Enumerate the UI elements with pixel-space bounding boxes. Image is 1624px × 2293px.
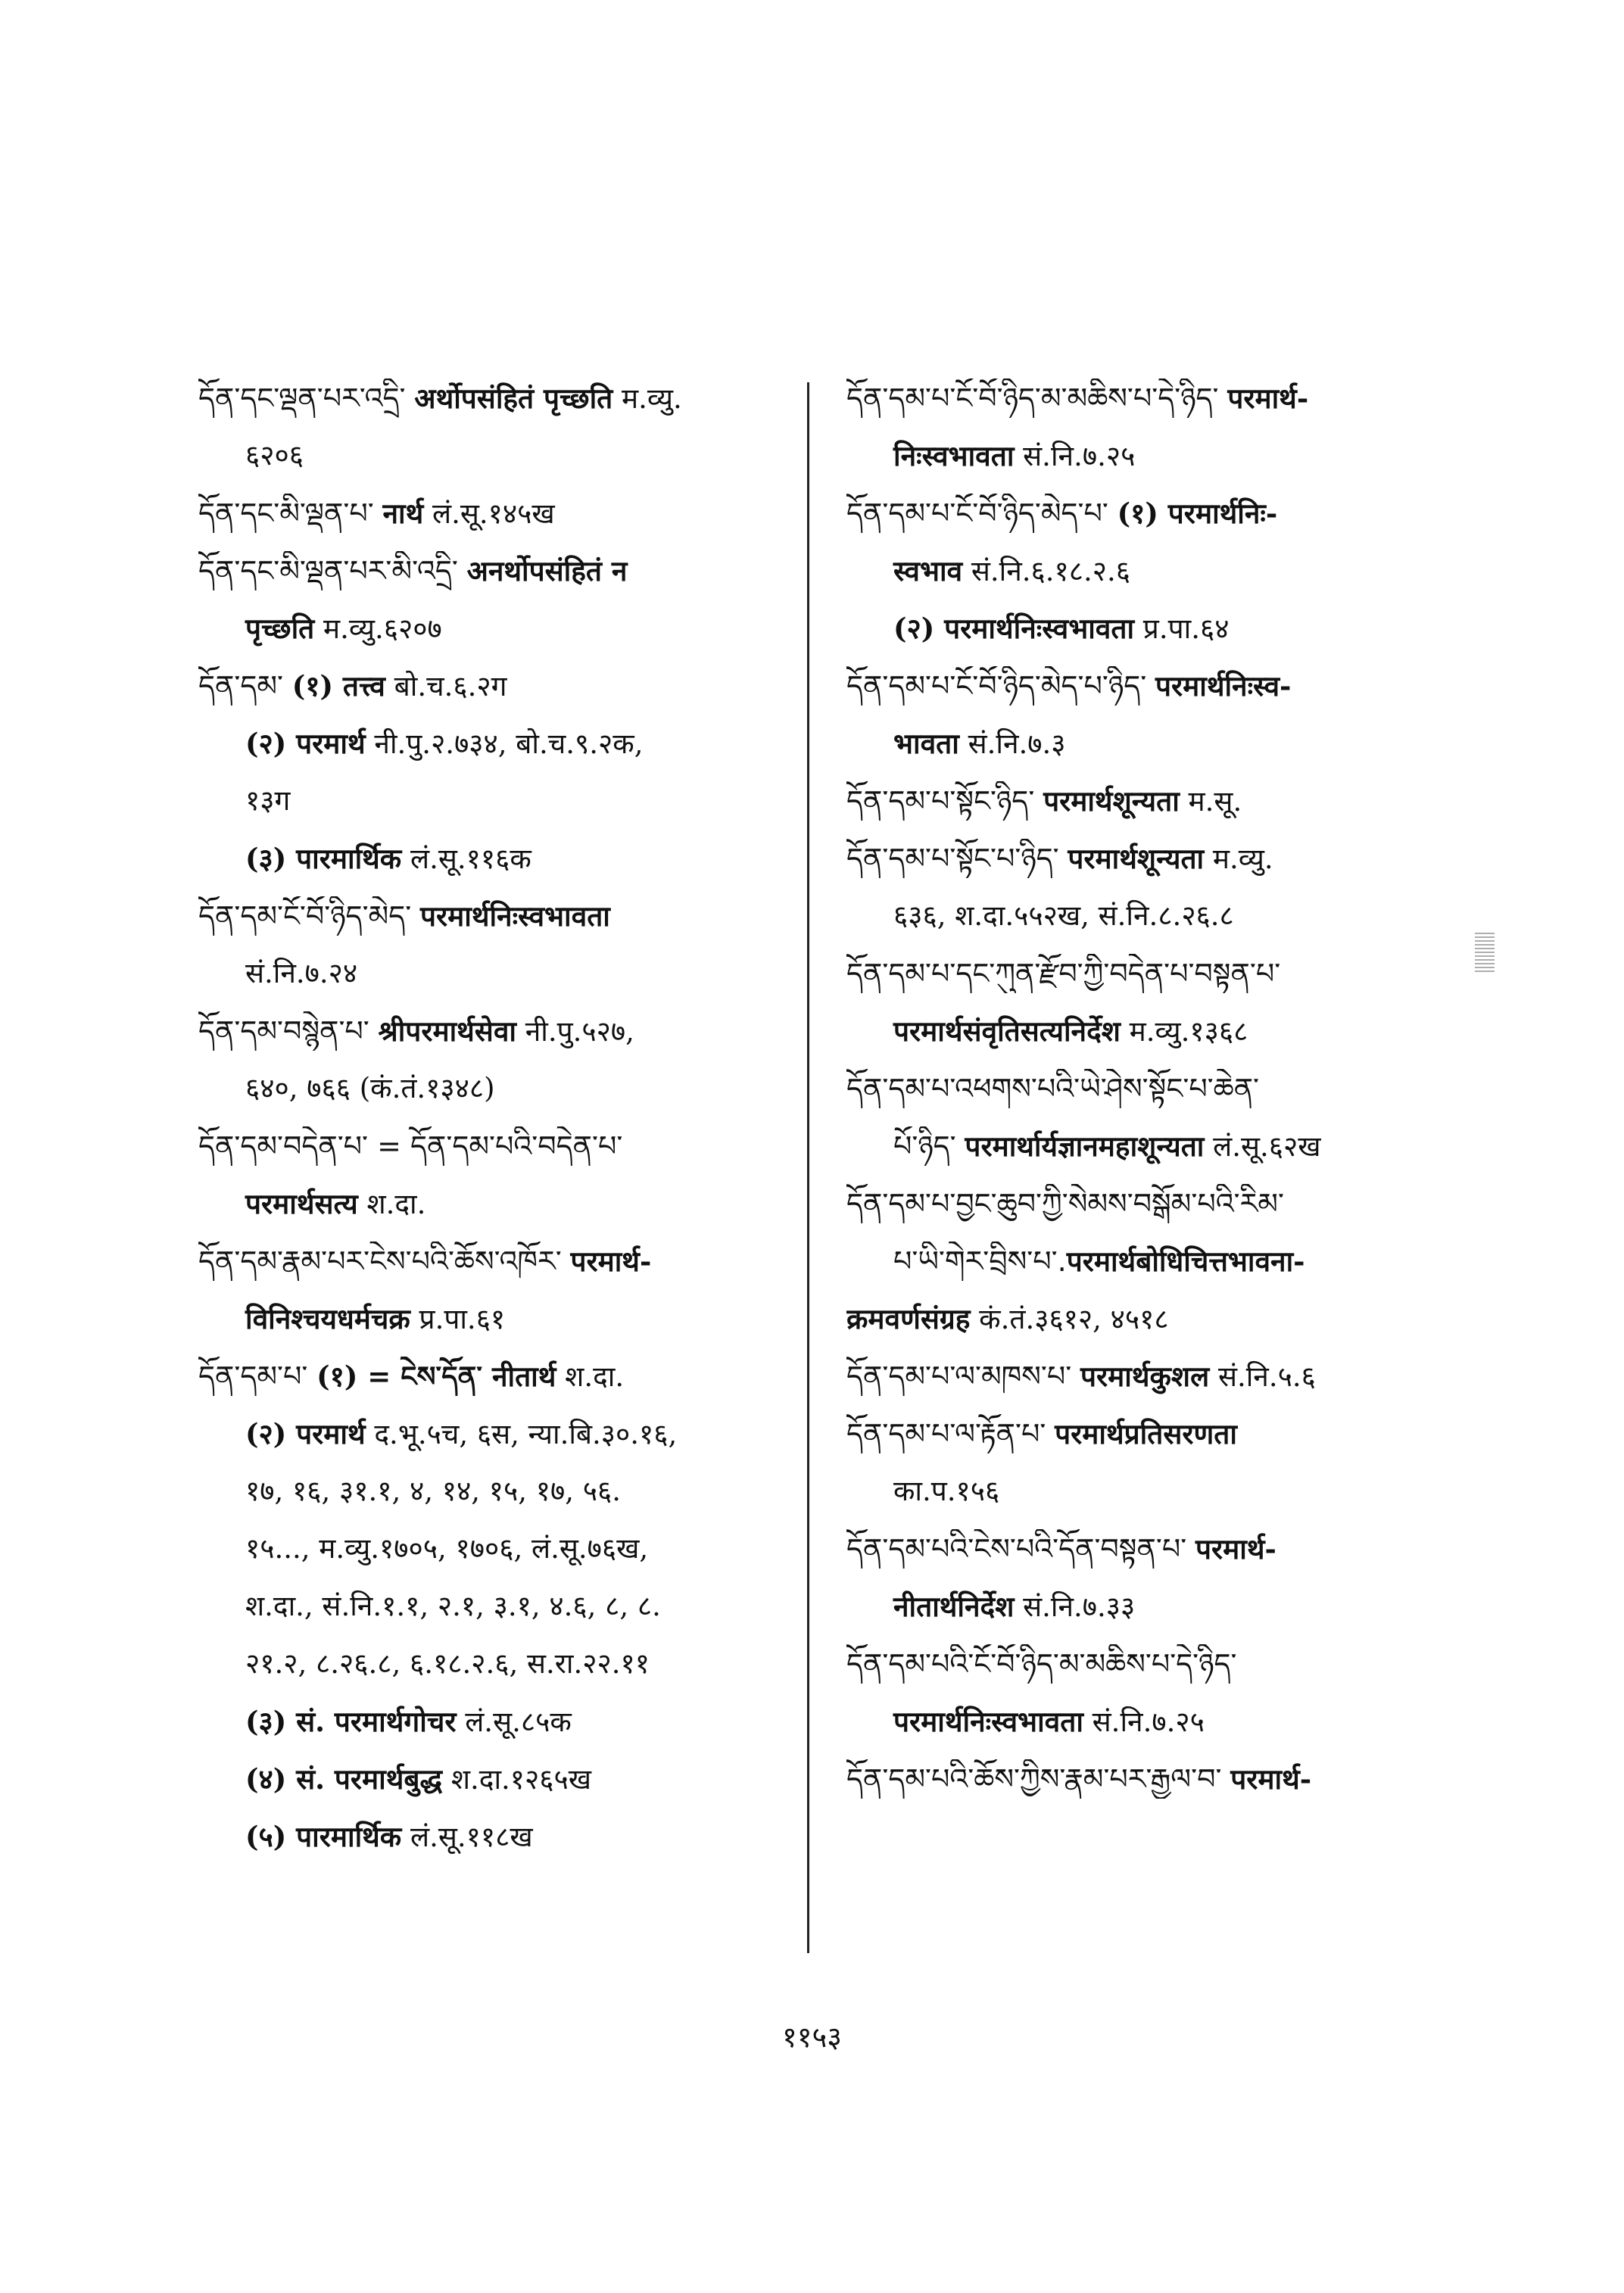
reference: सं.नि.७.३ — [968, 727, 1066, 760]
entry-line — [198, 436, 796, 475]
sanskrit-term: क्रमवर्णसंग्रह — [846, 1302, 971, 1335]
sanskrit-term: भावता — [893, 727, 959, 760]
sanskrit-term: श्रीपरमार्थसेवा — [378, 1014, 516, 1048]
entry-line — [846, 1472, 1452, 1511]
sanskrit-term: (१) परमार्थनिः- — [1117, 497, 1278, 530]
sanskrit-term: स्वभाव — [893, 554, 963, 587]
sanskrit-term: परमार्थनिःस्वभावता — [419, 899, 610, 933]
tibetan-headword: དོན་དམ་བསྙེན་པ་ — [198, 1014, 369, 1048]
reference: सं.नि.७.३३ — [1023, 1590, 1136, 1623]
sanskrit-term: (३) पारमार्थिक — [245, 842, 402, 875]
sanskrit-term: (२) परमार्थ — [245, 727, 366, 760]
sanskrit-term: परमार्थ- — [1227, 382, 1309, 415]
sanskrit-term: परमार्थशून्यता — [1068, 842, 1205, 875]
reference: नी.पु.५२७, — [525, 1015, 634, 1048]
sanskrit-term: पृच्छति — [245, 612, 315, 645]
reference: श.दा. — [366, 1188, 426, 1220]
entry-line — [846, 1242, 1452, 1281]
sanskrit-term: परमार्थप्रतिसरणता — [1055, 1417, 1237, 1450]
sanskrit-term: परमार्थार्यज्ञानमहाशून्यता — [965, 1129, 1205, 1163]
reference: सं.नि.५.६ — [1217, 1360, 1316, 1393]
sanskrit-term: (१) = ངེས་དོན་ नीतार्थ — [316, 1360, 556, 1393]
tibetan-headword: དོན་དམ་ངོ་བོ་ཉིད་མེད་ — [198, 899, 412, 933]
sanskrit-term: (२) परमार्थनिःस्वभावता — [893, 612, 1135, 645]
entry-line — [846, 1414, 1452, 1453]
entry-line — [198, 1702, 796, 1741]
sanskrit-term: परमार्थनिःस्वभावता — [893, 1705, 1083, 1738]
tibetan-headword: དོན་དམ་པའི་ངོ་བོ་ཉིད་མ་མཆིས་པ་དེ་ཉིད་ — [846, 1647, 1237, 1681]
sanskrit-term: (२) परमार्थ — [245, 1417, 366, 1450]
reference: लं.सू.११६क — [410, 843, 531, 875]
entry-line — [198, 1644, 796, 1684]
reference: १५..., म.व्यु.१७०५, १७०६, लं.सू.७६ख, — [245, 1532, 649, 1565]
reference: १३ग — [245, 784, 291, 817]
tibetan-headword: དོན་དང་ལྡན་པར་འདྲི་ — [198, 382, 406, 415]
entry-line — [198, 1069, 796, 1108]
entry-line — [198, 781, 796, 821]
tibetan-headword: དོན་དམ་ — [198, 669, 283, 703]
left-column — [198, 379, 796, 1874]
entry-line — [198, 1357, 796, 1396]
tibetan-headword: དོན་དམ་པ་ངོ་བོ་ཉིད་མེད་པ་ཉིད་ — [846, 669, 1147, 703]
entry-line — [198, 666, 796, 706]
tibetan-headword: དོན་དམ་པ་སྟོང་པ་ཉིད་ — [846, 842, 1059, 875]
reference: ६३६, श.दा.५५२ख, सं.नि.८.२६.८ — [893, 899, 1234, 932]
reference: म.व्यु. — [622, 382, 682, 415]
entry-line — [198, 954, 796, 993]
reference: म.व्यु. — [1212, 843, 1273, 875]
sanskrit-term: परमार्थनिःस्व- — [1155, 669, 1292, 703]
entry-line — [846, 1587, 1452, 1626]
sanskrit-term: अनर्थोपसंहितं न — [466, 554, 628, 587]
tibetan-headword: དོན་དམ་པ་དང་ཀུན་རྫོབ་ཀྱི་བདེན་པ་བསྟན་པ་ — [846, 957, 1281, 990]
reference: सं.नि.७.२४ — [245, 957, 358, 989]
entry-line — [846, 724, 1452, 763]
tibetan-headword: དོན་དམ་པ་བྱང་ཆུབ་ཀྱི་སེམས་བསྒོམ་པའི་རིམ་ — [846, 1187, 1284, 1220]
entry-line — [846, 1126, 1452, 1166]
sanskrit-term: अर्थोपसंहितं पृच्छति — [414, 382, 613, 415]
entry-line — [846, 1759, 1452, 1799]
sanskrit-term: परमार्थकुशल — [1080, 1360, 1210, 1393]
entry-line — [198, 379, 796, 418]
reference: प्र.पा.६४ — [1142, 612, 1230, 645]
sanskrit-term: विनिश्चयधर्मचक्र — [245, 1302, 410, 1335]
sanskrit-term: (३) सं. परमार्थगोचर — [245, 1705, 457, 1738]
reference: प्र.पा.६१ — [419, 1303, 506, 1335]
entry-line — [198, 1299, 796, 1338]
tibetan-headword: དོན་དམ་པའི་ཆོས་ཀྱིས་རྣམ་པར་རྒྱལ་བ་ — [846, 1762, 1222, 1796]
reference: श.दा.१२६५ख — [450, 1763, 592, 1796]
entry-line — [198, 724, 796, 763]
right-column — [846, 379, 1452, 1817]
tibetan-headword: དོན་དམ་པ་ལ་མཁས་པ་ — [846, 1360, 1072, 1393]
reference: ६२०६ — [245, 439, 304, 472]
sanskrit-term: परमार्थसत्य — [245, 1187, 358, 1220]
reference: लं.सू.६२ख — [1213, 1130, 1321, 1163]
entry-line — [846, 1702, 1452, 1741]
tibetan-headword: དོན་དམ་པའི་ངེས་པའི་དོན་བསྟན་པ་ — [846, 1532, 1187, 1566]
reference: म.व्यु.१३६८ — [1129, 1015, 1248, 1048]
sanskrit-term: नीतार्थनिर्देश — [893, 1590, 1015, 1623]
sanskrit-term: परमार्थ- — [1195, 1532, 1276, 1566]
reference: सं.नि.७.२५ — [1023, 440, 1136, 472]
entry-line — [198, 1472, 796, 1511]
reference: म.सू. — [1188, 785, 1242, 818]
tibetan-headword: དོན་དམ་པ་སྟོང་ཉིད་ — [846, 784, 1035, 818]
sanskrit-term: निःस्वभावता — [893, 439, 1015, 472]
tibetan-headword: དོན་དམ་པ་འཕགས་པའི་ཡེ་ཤེས་སྟོང་པ་ཆེན་ — [846, 1072, 1260, 1105]
tibetan-headword: དོན་དང་མི་ལྡན་པར་མི་འདྲི་ — [198, 554, 458, 587]
entry-line — [198, 1817, 796, 1856]
sanskrit-term: (५) पारमार्थिक — [245, 1820, 402, 1853]
tibetan-headword: དོན་དམ་པ་ངོ་བོ་ཉིད་མ་མཆིས་པ་དེ་ཉིད་ — [846, 382, 1219, 415]
reference: ६४०, ७६६ (कं.तं.१३४८) — [245, 1072, 495, 1104]
tibetan-headword: དོན་དམ་རྣམ་པར་ངེས་པའི་ཆོས་འཁོར་ — [198, 1245, 562, 1278]
reference: कं.तं.३६१२, ४५१८ — [979, 1303, 1169, 1335]
reference: बो.च.६.२ग — [394, 670, 507, 703]
sanskrit-term: परमार्थशून्यता — [1043, 784, 1180, 818]
entry-line — [198, 551, 796, 590]
reference: सं.नि.७.२५ — [1092, 1706, 1205, 1738]
sanskrit-term: परमार्थबोधिचित्तभावना- — [1066, 1245, 1305, 1278]
tibetan-headword: དོན་དམ་པ་ལ་རྟོན་པ་ — [846, 1417, 1046, 1450]
entry-line — [846, 666, 1452, 706]
entry-line — [846, 494, 1452, 533]
entry-line — [846, 1529, 1452, 1569]
entry-line — [846, 1357, 1452, 1396]
entry-line — [198, 1126, 796, 1166]
reference: द.भू.५च, ६स, न्या.बि.३०.१६, — [374, 1418, 678, 1450]
entry-line — [198, 1242, 796, 1281]
entry-line — [198, 494, 796, 533]
tibetan-headword: པོ་ཉིད་ — [893, 1129, 956, 1163]
column-divider — [807, 382, 809, 1953]
sanskrit-term: नार्थ — [382, 497, 424, 530]
entry-line — [198, 1529, 796, 1569]
entry-line — [846, 1069, 1452, 1108]
entry-line — [846, 1644, 1452, 1684]
reference: म.व्यु.६२०७ — [323, 612, 442, 645]
tibetan-headword: དོན་དམ་བདེན་པ་ = དོན་དམ་པའི་བདེན་པ་ — [198, 1129, 623, 1163]
entry-line — [846, 609, 1452, 648]
reference: लं.सू.१४५ख — [432, 497, 555, 530]
reference: सं.नि.६.१८.२.६ — [971, 555, 1131, 587]
entry-line — [198, 1414, 796, 1453]
reference: लं.सू.८५क — [465, 1706, 572, 1738]
entry-line — [846, 1184, 1452, 1223]
tibetan-headword: པ་ཡི་གེར་བྲིས་པ་. — [893, 1245, 1067, 1278]
sanskrit-term: (१) तत्त्व — [291, 669, 385, 703]
reference: नी.पु.२.७३४, बो.च.९.२क, — [374, 727, 644, 760]
entry-line — [846, 379, 1452, 418]
entry-line — [846, 1299, 1452, 1338]
entry-line — [198, 609, 796, 648]
sanskrit-term: (४) सं. परमार्थबुद्ध — [245, 1762, 443, 1796]
entry-line — [198, 839, 796, 878]
reference: श.दा., सं.नि.१.१, २.१, ३.१, ४.६, ८, ८. — [245, 1590, 661, 1622]
reference: श.दा. — [565, 1360, 625, 1393]
margin-mark — [1475, 933, 1495, 972]
entry-line — [846, 1011, 1452, 1051]
reference: १७, १६, ३१.१, ४, १४, १५, १७, ५६. — [245, 1475, 622, 1507]
sanskrit-term: परमार्थ- — [1230, 1762, 1312, 1796]
entry-line — [198, 896, 796, 936]
entry-line — [198, 1184, 796, 1223]
page-number: ११५३ — [781, 2020, 843, 2054]
entry-line — [198, 1587, 796, 1626]
entry-line — [846, 896, 1452, 936]
sanskrit-term: परमार्थ- — [570, 1245, 652, 1278]
reference: का.प.१५६ — [893, 1475, 1000, 1507]
entry-line — [846, 781, 1452, 821]
entry-line — [846, 954, 1452, 993]
tibetan-headword: དོན་དང་མི་ལྡན་པ་ — [198, 497, 374, 530]
tibetan-headword: དོན་དམ་པ་ — [198, 1360, 308, 1393]
reference: २१.२, ८.२६.८, ६.१८.२.६, स.रा.२२.११ — [245, 1647, 650, 1680]
reference: लं.सू.११८ख — [410, 1821, 533, 1853]
entry-line — [846, 436, 1452, 475]
sanskrit-term: परमार्थसंवृतिसत्यनिर्देश — [893, 1014, 1121, 1048]
tibetan-headword: དོན་དམ་པ་ངོ་བོ་ཉིད་མེད་པ་ — [846, 497, 1108, 530]
entry-line — [846, 551, 1452, 590]
entry-line — [198, 1759, 796, 1799]
entry-line — [846, 839, 1452, 878]
entry-line — [198, 1011, 796, 1051]
